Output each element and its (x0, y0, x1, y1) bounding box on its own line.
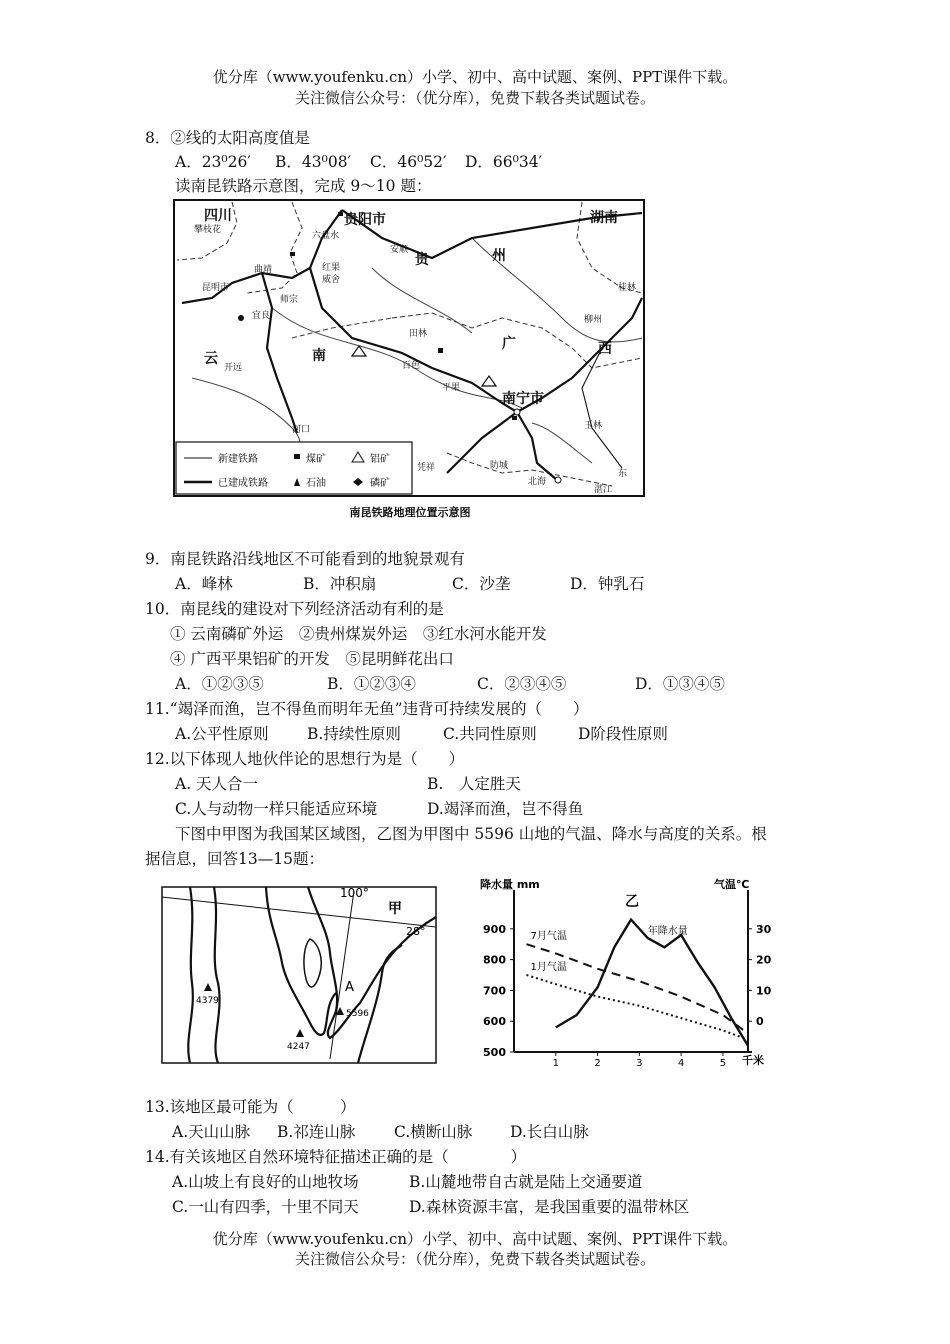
label-liupanshui: 六盘水 (312, 231, 340, 241)
q14-stem: 14.有关该地区自然环境特征描述正确的是（ ） (145, 1148, 527, 1166)
x-axis-label: 千米 (742, 1054, 764, 1066)
label-nanning: 南宁市 (502, 391, 544, 407)
label-guang: 广 (502, 336, 516, 352)
right-tick-label: 10 (756, 984, 772, 998)
peak-4379: 4379 (196, 996, 219, 1006)
right-axis-label: 气温℃ (714, 878, 750, 891)
q13-stem: 13.该地区最可能为（ ） (145, 1098, 356, 1116)
point-a: A (345, 980, 354, 995)
intro-13-15-line-2: 据信息，回答13—15题： (145, 850, 324, 868)
map-caption: 南昆铁路地理位置示意图 (349, 506, 471, 519)
left-tick-label: 700 (483, 984, 506, 998)
series-line (527, 975, 749, 1040)
left-tick-label: 600 (483, 1015, 506, 1029)
q14-option-d: D.森林资源丰富，是我国重要的温带林区 (409, 1198, 690, 1216)
q8-option-a: A．23⁰26′ (175, 153, 251, 171)
label-honguo: 红果 (322, 263, 341, 273)
q10-option-b: B．①②③④ (327, 675, 416, 693)
longitude-label: 100° (340, 886, 369, 900)
q10-option-c: C．②③④⑤ (477, 675, 567, 693)
series-line (556, 920, 748, 1046)
left-axis-label: 降水量 mm (480, 878, 540, 891)
q11-option-a: A.公平性原则 (175, 725, 269, 743)
right-tick-label: 20 (756, 953, 772, 967)
label-zhou: 州 (492, 248, 506, 264)
chart-title: 乙 (625, 894, 639, 910)
left-tick-label: 500 (483, 1046, 506, 1059)
left-tick-label: 800 (483, 953, 506, 967)
legend-coal: 煤矿 (306, 454, 326, 465)
q10-option-d: D．①③④⑤ (635, 675, 725, 693)
q13-option-b: B.祁连山脉 (277, 1123, 356, 1141)
q13-option-d: D.长白山脉 (510, 1123, 589, 1141)
label-panzhihua: 攀枝花 (194, 225, 222, 235)
label-guiyang: 贵阳市 (344, 212, 386, 228)
q12-option-a: A. 天人合一 (175, 775, 259, 793)
q9-stem: 9．南昆铁路沿线地区不可能看到的地貌景观有 (145, 550, 465, 568)
label-gui: 贵 (415, 252, 429, 268)
label-xi: 西 (598, 341, 612, 357)
q11-option-b: B.持续性原则 (307, 725, 401, 743)
label-yun: 云 (204, 351, 218, 367)
label-fangcheng: 防城 (490, 461, 509, 471)
series-label: 年降水量 (647, 926, 688, 938)
q12-stem: 12.以下体现人地伙伴论的思想行为是（ ） (145, 750, 465, 768)
label-baise: 百色 (402, 361, 421, 371)
x-tick-label: 3 (636, 1058, 643, 1066)
label-tianlin: 田林 (409, 329, 428, 339)
map-jia (160, 883, 440, 1067)
q8-option-b: B．43⁰08′ (275, 153, 352, 171)
page-footer-line-2: 关注微信公众号：（优分库），免费下载各类试题试卷。 (294, 1250, 655, 1268)
x-tick-label: 1 (552, 1058, 559, 1066)
q13-option-c: C.横断山脉 (394, 1123, 473, 1141)
q12-option-c: C.人与动物一样只能适应环境 (175, 800, 378, 818)
label-kaiyuan: 开远 (224, 363, 243, 373)
series-label: 1月气温 (530, 962, 567, 973)
label-beihai: 北海 (528, 477, 547, 487)
x-tick-label: 5 (719, 1058, 727, 1066)
label-hekou: 河口 (292, 425, 311, 435)
q11-option-c: C.共同性原则 (443, 725, 537, 743)
label-kunming: 昆明市 (202, 283, 230, 293)
q13-option-a: A.天山山脉 (172, 1123, 251, 1141)
q9-option-b: B．冲积扇 (303, 575, 377, 593)
map-jia-label: 甲 (388, 901, 402, 917)
latitude-label: 28° (406, 925, 426, 938)
label-yulin: 玉林 (584, 421, 603, 431)
q10-items-2: ④ 广西平果铝矿的开发 ⑤昆明鲜花出口 (170, 650, 454, 668)
label-zhanjiang: 湛江 (594, 485, 613, 495)
q14-option-b: B.山麓地带自古就是陆上交通要道 (409, 1173, 643, 1191)
label-yiliang: 宜良 (252, 311, 271, 321)
x-tick-label: 2 (594, 1058, 601, 1066)
legend-old-rail: 已建成铁路 (218, 478, 268, 489)
label-anshun: 安顺 (390, 245, 409, 255)
map-legend (176, 442, 412, 494)
legend-phosphate: 磷矿 (370, 478, 390, 489)
label-nan: 南 (312, 348, 326, 364)
series-label: 7月气温 (530, 931, 567, 943)
label-shizong: 师宗 (280, 295, 299, 305)
label-weishe: 威舍 (322, 275, 341, 285)
x-tick-label: 4 (677, 1058, 685, 1066)
q12-option-d: D.竭泽而渔，岂不得鱼 (427, 800, 584, 818)
label-sichuan: 四川 (204, 208, 232, 224)
page-header-line-2: 关注微信公众号：（优分库），免费下载各类试题试卷。 (294, 89, 655, 107)
label-hunan: 湖南 (590, 210, 618, 226)
label-pingguo: 平果 (442, 383, 461, 393)
intro-13-15-line-1: 下图中甲图为我国某区域图，乙图为甲图中 5596 山地的气温、降水与高度的关系。根 (175, 825, 767, 843)
q14-option-a: A.山坡上有良好的山地牧场 (172, 1173, 359, 1191)
label-dong: 东 (618, 469, 628, 479)
q12-option-b: B. 人定胜天 (427, 775, 521, 793)
q8-option-d: D．66⁰34′ (465, 153, 543, 171)
q11-stem: 11.“竭泽而渔，岂不得鱼而明年无鱼”违背可持续发展的（ ） (145, 700, 589, 718)
left-tick-label: 900 (483, 922, 506, 936)
intro-9-10: 读南昆铁路示意图，完成 9～10 题： (175, 177, 432, 195)
peak-4247: 4247 (287, 1042, 310, 1052)
legend-oil: 石油 (306, 478, 326, 489)
q9-option-c: C．沙垄 (452, 575, 511, 593)
legend-new-rail: 新建铁路 (218, 454, 258, 465)
page-header-line-1: 优分库（www.youfenku.cn）小学、初中、高中试题、案例、PPT课件下载。 (212, 68, 738, 86)
q10-items-1: ① 云南磷矿外运 ②贵州煤炭外运 ③红水河水能开发 (170, 625, 547, 643)
label-qujing: 曲靖 (254, 265, 273, 275)
q10-option-a: A．①②③⑤ (175, 675, 264, 693)
chart-yi (472, 876, 782, 1066)
right-tick-label: 30 (756, 922, 772, 936)
q11-option-d: D阶段性原则 (578, 725, 668, 743)
q14-option-c: C.一山有四季，十里不同天 (172, 1198, 359, 1216)
nankun-railway-map (172, 198, 648, 524)
right-tick-label: 0 (756, 1015, 764, 1029)
label-guilin: 桂林 (618, 283, 637, 293)
q9-option-a: A．峰林 (175, 575, 233, 593)
legend-aluminum: 铝矿 (370, 454, 390, 465)
peak-5596: 5596 (346, 1009, 369, 1019)
label-liuzhou: 柳州 (584, 315, 603, 325)
q8-stem: 8．②线的太阳高度值是 (145, 129, 310, 147)
q10-stem: 10．南昆线的建设对下列经济活动有利的是 (145, 600, 444, 618)
page-footer-line-1: 优分库（www.youfenku.cn）小学、初中、高中试题、案例、PPT课件下载。 (212, 1230, 738, 1248)
q9-option-d: D．钟乳石 (570, 575, 645, 593)
q8-option-c: C．46⁰52′ (370, 153, 447, 171)
label-pingxiang: 凭祥 (417, 463, 436, 473)
